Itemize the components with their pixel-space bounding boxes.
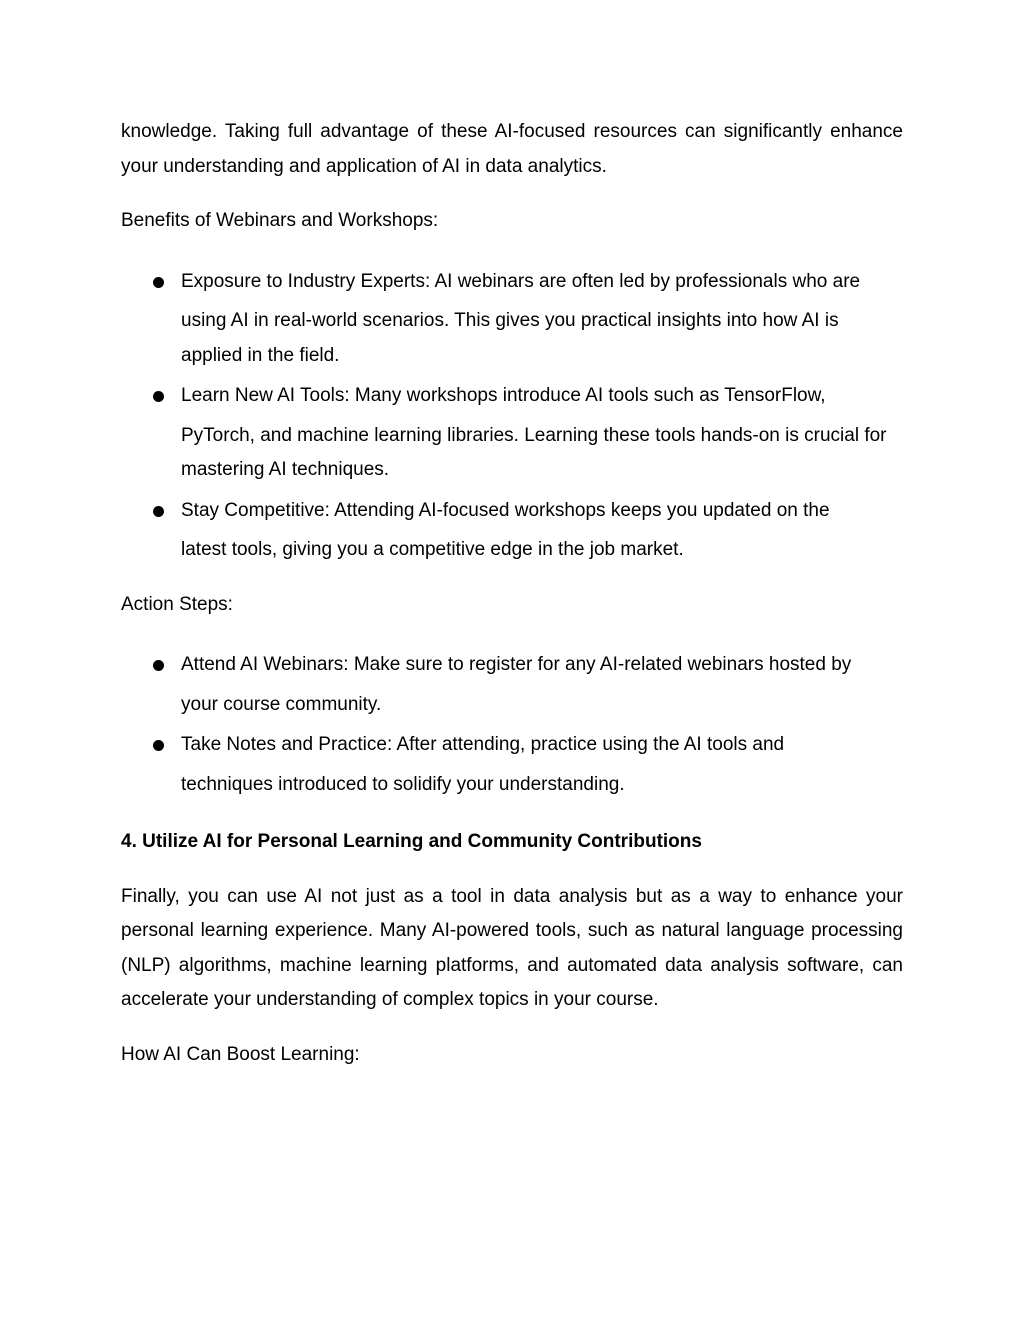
list-item-first-line: Exposure to Industry Experts: AI webinars are often led by professionals who are	[181, 270, 861, 292]
list-item	[121, 265, 903, 374]
list-item	[121, 648, 903, 722]
list-item-rest: using AI in real-world scenarios. This gives you practical insights into how AI is applied in the field.	[181, 310, 839, 366]
document-page	[121, 115, 903, 1072]
benefits-list	[121, 265, 903, 568]
action-steps-heading: Action Steps:	[121, 593, 233, 615]
bullet-icon	[153, 391, 164, 402]
list-item-rest: your course community.	[181, 693, 382, 715]
list-item-first-line: Learn New AI Tools: Many workshops introduce AI tools such as TensorFlow,	[181, 385, 826, 406]
list-item	[121, 494, 903, 568]
list-item	[121, 728, 903, 802]
list-item-rest: techniques introduced to solidify your understanding.	[181, 773, 625, 795]
benefits-heading: Benefits of Webinars and Workshops:	[121, 210, 439, 231]
list-item-first-line: Stay Competitive: Attending AI-focused workshops keeps you updated on the	[181, 499, 830, 521]
list-item-first-line: Attend AI Webinars: Make sure to register for any AI-related webinars hosted by	[181, 654, 852, 675]
bullet-icon	[153, 506, 164, 517]
section-heading: 4. Utilize AI for Personal Learning and Community Contributions	[121, 831, 702, 852]
bullet-icon	[153, 660, 164, 671]
list-item-rest: PyTorch, and machine learning libraries. Learning these tools hands-on is crucial for mastering AI techniques.	[181, 424, 887, 480]
list-item-rest: latest tools, giving you a competitive edge in the job market.	[181, 539, 684, 560]
list-item-first-line: Take Notes and Practice: After attending, practice using the AI tools and	[181, 734, 785, 755]
list-item	[121, 379, 903, 488]
bullet-icon	[153, 740, 164, 751]
action-steps-list	[121, 648, 903, 802]
bullet-icon	[153, 277, 164, 288]
section-body-paragraph: Finally, you can use AI not just as a tool in data analysis but as a way to enhance your personal learning experience. Many AI-powered tools, such as natural language processing (NLP) algorithms, machine learning platforms, and automated data analysis software, can accelerate your understanding of complex topics in your course.	[121, 885, 903, 1010]
intro-paragraph: knowledge. Taking full advantage of these AI-focused resources can significantly enhance your understanding and application of AI in data analytics.	[121, 121, 903, 177]
section-subheading: How AI Can Boost Learning:	[121, 1043, 360, 1065]
